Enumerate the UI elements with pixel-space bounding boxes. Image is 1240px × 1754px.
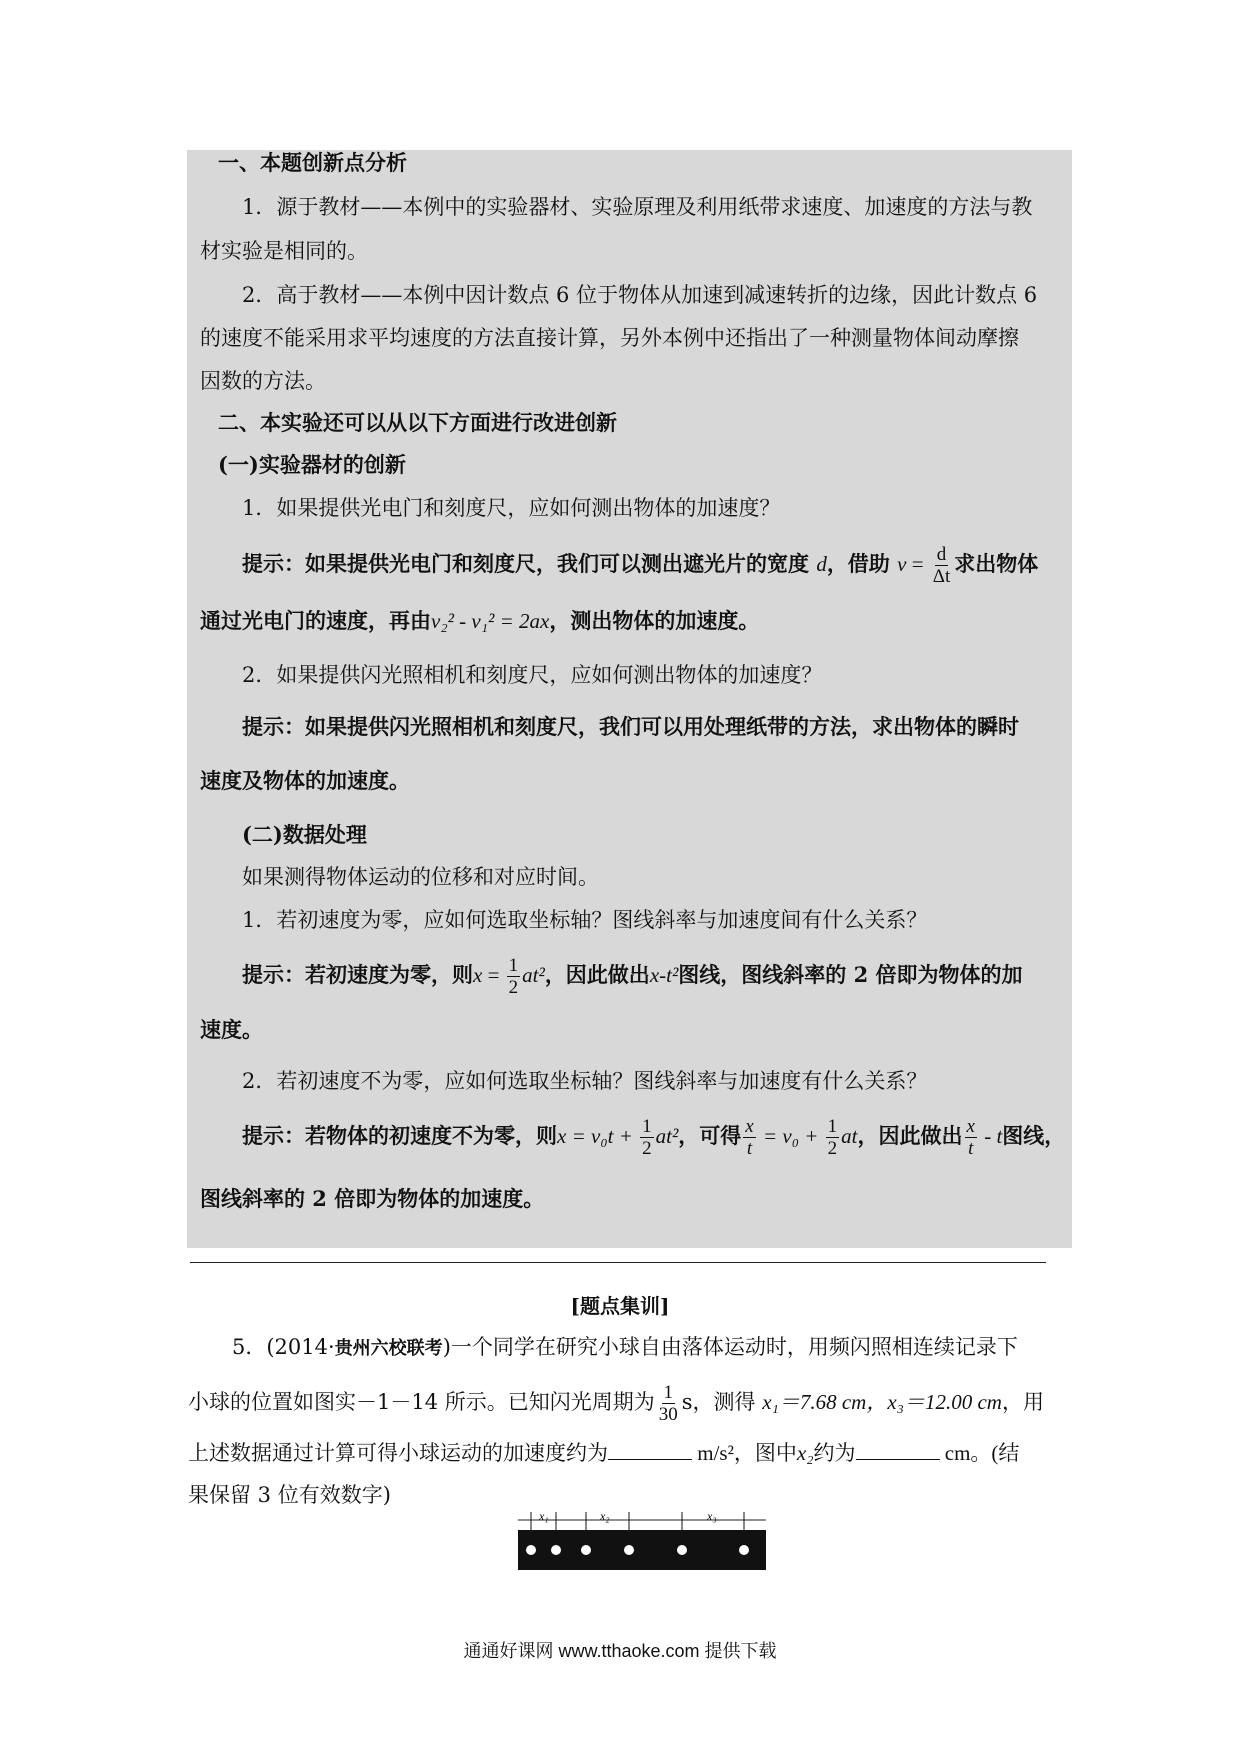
hint-3a-text2: ，因此做出 bbox=[544, 962, 650, 987]
hint-2b: 速度及物体的加速度。 bbox=[200, 768, 410, 793]
fraction-num: 1 bbox=[827, 1116, 838, 1137]
var-v: v bbox=[897, 552, 907, 576]
fraction-num: x bbox=[745, 1116, 754, 1137]
label-x3: x₃ bbox=[707, 1509, 717, 1523]
fraction-num: 1 bbox=[642, 1116, 652, 1137]
problem-text: ，图中 bbox=[733, 1441, 797, 1465]
fraction-den: 2 bbox=[642, 1138, 652, 1159]
fraction-half bbox=[507, 955, 521, 998]
eq-sign: = bbox=[482, 963, 505, 987]
data-intro: 如果测得物体运动的位移和对应时间。 bbox=[242, 865, 599, 889]
hint-4a-text3: ，因此做出 bbox=[857, 1123, 963, 1148]
unit-acceleration: m/s² bbox=[692, 1441, 734, 1465]
fraction-x-over-t bbox=[743, 1116, 755, 1159]
problem-line-3 bbox=[188, 1438, 1019, 1468]
var-x-t2: x-t² bbox=[649, 963, 679, 987]
section-title: [题点集训] bbox=[570, 1294, 670, 1318]
ball-2 bbox=[551, 1545, 561, 1555]
question-2: 2．如果提供闪光照相机和刻度尺，应如何测出物体的加速度？ bbox=[242, 663, 823, 687]
hint-2a: 提示：如果提供闪光照相机和刻度尺，我们可以用处理纸带的方法，求出物体的瞬时 bbox=[242, 714, 1019, 739]
formula-v0: = v₀ + bbox=[757, 1124, 824, 1148]
footer-credit: 通通好课网 www.tthaoke.com 提供下载 bbox=[463, 1641, 777, 1661]
paragraph-2b: 的速度不能采用求平均速度的方法直接计算，另外本例中还指出了一种测量物体间动摩擦 bbox=[200, 326, 1019, 350]
problem-text: 约为 bbox=[813, 1441, 856, 1465]
answer-blank-acceleration[interactable] bbox=[608, 1439, 692, 1460]
hint-3b: 速度。 bbox=[200, 1017, 263, 1042]
formula-t: - t bbox=[978, 1124, 1003, 1148]
var-x: x bbox=[473, 963, 483, 987]
fraction-d-over-dt bbox=[931, 544, 953, 587]
label-x2: x₂ bbox=[600, 1509, 610, 1523]
formula-velocity: v₂² - v₁² = 2ax bbox=[431, 609, 550, 633]
question-1: 1．如果提供光电门和刻度尺，应如何测出物体的加速度？ bbox=[242, 496, 781, 520]
hint-1a-text: 提示：如果提供光电门和刻度尺，我们可以测出遮光片的宽度 bbox=[242, 551, 809, 576]
fraction-half-1 bbox=[640, 1116, 654, 1159]
ball-1 bbox=[526, 1545, 536, 1555]
fraction-num: 1 bbox=[663, 1382, 674, 1403]
ball-4 bbox=[624, 1545, 634, 1555]
paragraph-2c: 因数的方法。 bbox=[200, 369, 326, 393]
fraction-num: x bbox=[966, 1116, 975, 1137]
heading-improvement: 二、本实验还可以从以下方面进行改进创新 bbox=[218, 410, 617, 435]
value-x3: x₃＝12.00 cm bbox=[887, 1390, 1002, 1414]
var-at2: at² bbox=[522, 963, 545, 987]
hint-4a-text: 提示：若物体的初速度不为零，则 bbox=[242, 1123, 557, 1148]
problem-line-4: 果保留 3 位有效数字) bbox=[188, 1483, 391, 1507]
problem-text: ，用 bbox=[1001, 1390, 1044, 1414]
fraction-half-2 bbox=[826, 1116, 840, 1159]
hint-3a bbox=[242, 955, 1023, 998]
fraction-1-over-30 bbox=[657, 1382, 680, 1425]
question-4: 2．若初速度不为零，应如何选取坐标轴？图线斜率与加速度有什么关系？ bbox=[242, 1069, 928, 1093]
paragraph-2a: 2．高于教材——本例中因计数点 6 位于物体从加速到减速转折的边缘，因此计数点 6 bbox=[242, 283, 1038, 307]
var-at2: at² bbox=[655, 1124, 679, 1148]
unit-cm: cm。(结 bbox=[939, 1441, 1020, 1465]
hint-3a-text: 提示：若初速度为零，则 bbox=[242, 962, 473, 987]
fraction-den: t bbox=[746, 1138, 753, 1159]
question-3: 1．若初速度为零，应如何选取坐标轴？图线斜率与加速度间有什么关系？ bbox=[242, 908, 928, 932]
var-at: at bbox=[841, 1124, 858, 1148]
value-x1: x₁＝7.68 cm， bbox=[762, 1390, 888, 1414]
var-d: d bbox=[816, 552, 827, 576]
strobe-photo-figure bbox=[514, 1504, 770, 1584]
formula-x: x = v₀t + bbox=[557, 1124, 639, 1148]
hint-4a-text4: 图线， bbox=[1002, 1123, 1066, 1148]
hint-1b-text2: ，测出物体的加速度。 bbox=[549, 608, 760, 633]
problem-source: 贵州六校联考 bbox=[334, 1338, 443, 1359]
fraction-den: 2 bbox=[508, 977, 519, 998]
problem-line-2 bbox=[188, 1382, 1044, 1425]
fraction-den: 30 bbox=[658, 1404, 678, 1425]
fraction-den: t bbox=[968, 1138, 974, 1159]
problem-text: )一个同学在研究小球自由落体运动时，用频闪照相连续记录下 bbox=[442, 1335, 1018, 1359]
var-x2: x₂ bbox=[796, 1441, 814, 1465]
eq-sign: = bbox=[906, 552, 929, 576]
problem-text: s，测得 bbox=[681, 1390, 756, 1414]
subheading-data: (二)数据处理 bbox=[242, 822, 367, 847]
hint-1a-text2: ，借助 bbox=[826, 551, 890, 576]
hint-1b-text: 通过光电门的速度，再由 bbox=[200, 608, 431, 633]
subheading-equipment: (一)实验器材的创新 bbox=[218, 452, 406, 477]
fraction-x-over-t-2 bbox=[965, 1116, 977, 1159]
hint-1a bbox=[242, 544, 1038, 587]
hint-1a-text3: 求出物体 bbox=[954, 551, 1039, 576]
problem-text: 小球的位置如图实－1－14 所示。已知闪光周期为 bbox=[188, 1390, 655, 1414]
ball-6 bbox=[739, 1545, 749, 1555]
heading-innovation: 一、本题创新点分析 bbox=[218, 150, 407, 175]
paragraph-1b: 材实验是相同的。 bbox=[200, 239, 368, 263]
paragraph-1a: 1．源于教材——本例中的实验器材、实验原理及利用纸带求速度、加速度的方法与教 bbox=[242, 195, 1033, 219]
ball-3 bbox=[581, 1545, 591, 1555]
problem-number: 5．(2014· bbox=[232, 1335, 335, 1359]
hint-4b: 图线斜率的 2 倍即为物体的加速度。 bbox=[200, 1186, 545, 1211]
answer-blank-x2[interactable] bbox=[856, 1439, 940, 1460]
fraction-num: d bbox=[936, 544, 947, 565]
ball-5 bbox=[677, 1545, 687, 1555]
fraction-num: 1 bbox=[508, 955, 519, 976]
hint-3a-text3: 图线，图线斜率的 2 倍即为物体的加 bbox=[678, 962, 1023, 987]
section-divider bbox=[190, 1262, 1046, 1263]
problem-line-1 bbox=[232, 1332, 1018, 1364]
fraction-den: Δt bbox=[932, 566, 951, 587]
hint-4a bbox=[242, 1116, 1065, 1159]
problem-text: 上述数据通过计算可得小球运动的加速度约为 bbox=[188, 1441, 608, 1465]
hint-4a-text2: ，可得 bbox=[678, 1123, 742, 1148]
label-x1: x₁ bbox=[539, 1509, 549, 1523]
fraction-den: 2 bbox=[827, 1138, 838, 1159]
hint-1b bbox=[200, 606, 759, 636]
